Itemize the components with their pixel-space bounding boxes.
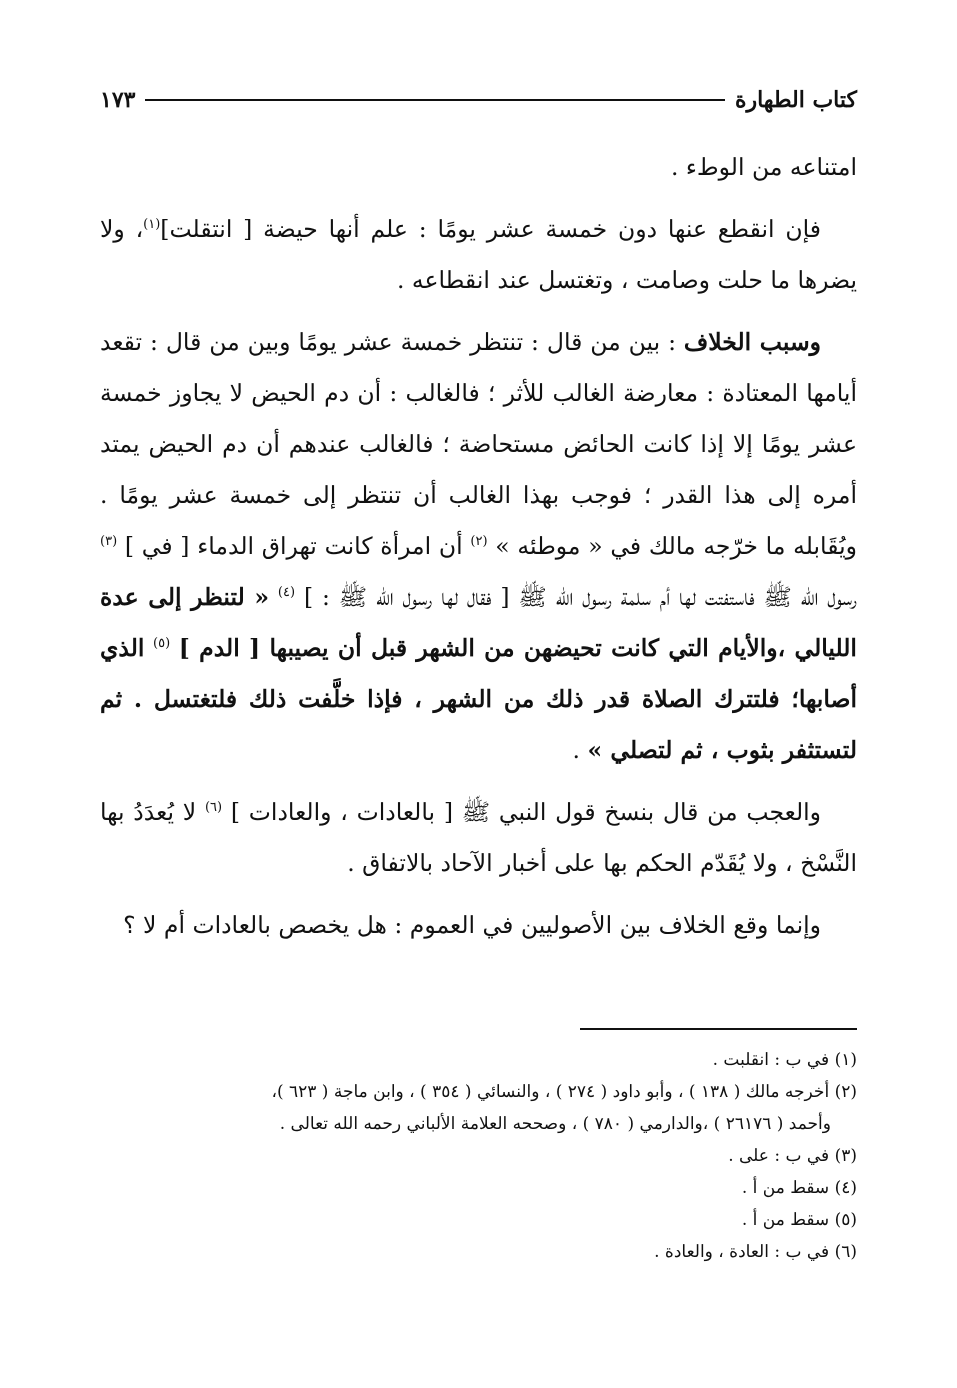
paragraph-3-text-a: : بين من قال : تنتظر خمسة عشر يومًا وبين من قال : تقعد أيامها المعتادة : معارضة الغالب للأثر ؛ فالغالب : أن دم الحيض لا يجاوز خمسة عشر يومًا إلا إذا كانت الحائض مستحاضة ؛ فالغالب عندهم أن دم الحيض يمتد أمره إلى هذا القدر ؛ فوجب بهذا الغالب أن تنتظر إلى خمسة عشر يومًا . ويُقَابله ما خرّجه مالك في « موطئه »: [100, 328, 857, 560]
page-number: ١٧٣: [100, 87, 136, 113]
paragraph-2-text-b: ، ولا يضرها ما حلت وصامت ، وتغتسل عند انقطاعه .: [100, 215, 857, 294]
paragraph-3-text-b: أن امرأة كانت تهراق الدماء [ في ]: [124, 532, 463, 560]
footnote-1: (١) في ب : انقلبت .: [712, 1050, 857, 1070]
paragraph-1-text: امتناعه من الوطء .: [670, 153, 857, 181]
footnote-ref-2[interactable]: (٢): [470, 534, 488, 550]
footnote-ref-4[interactable]: (٤): [277, 585, 296, 601]
footnote-ref-6[interactable]: (٦): [204, 800, 223, 816]
paragraph-3-end: .: [572, 736, 580, 764]
paragraph-4: [100, 787, 857, 889]
footnote-5: (٥) سقط من أ .: [741, 1210, 857, 1230]
paragraph-5-text: وإنما وقع الخلاف بين الأصوليين في العموم : هل يخصص بالعادات أم لا ؟: [123, 911, 821, 939]
footnote-3: (٣) في ب : على .: [728, 1146, 857, 1166]
footnote-ref-3[interactable]: (٣): [100, 534, 118, 550]
paragraph-4-text-a: والعجب من قال بنسخ قول النبي ﷺ [ بالعادات ، والعادات ]: [230, 798, 821, 826]
paragraph-4-text-b: لا يُعدَدُ بها النَّسْخ ، ولا يُقَدّم الحكم بها على أخبار الآحاد بالاتفاق .: [100, 798, 857, 877]
paragraph-5: [100, 900, 857, 951]
footnote-ref-1[interactable]: (١): [143, 217, 161, 233]
section-lead: وسبب الخلاف: [683, 328, 821, 356]
footnote-4: (٤) سقط من أ .: [741, 1178, 857, 1198]
footnote-6: (٦) في ب : العادة ، والعادة .: [654, 1242, 857, 1262]
paragraph-2-text-a: فإن انقطع عنها دون خمسة عشر يومًا : علم أنها حيضة [ انتقلت]: [160, 215, 821, 243]
paragraph-1: [100, 142, 857, 193]
footnotes: [100, 1044, 857, 1268]
running-header: [100, 80, 857, 120]
hadith-quote-b: الذي أصابها؛ فلتترك الصلاة قدر ذلك من الشهر ، فإذا خلَّفت ذلك فلتغتسل . ثم لتستثفر بثوب ، ثم لتصلي »: [100, 634, 857, 764]
paragraph-3: [100, 317, 857, 776]
paragraph-3-text-c: رسول الله ﷺ فاستفتت لها أم سلمة رسول الله ﷺ [ فقال لها رسول الله ﷺ : ]: [303, 583, 857, 611]
paragraph-2: [100, 204, 857, 306]
main-text: [100, 142, 857, 962]
chapter-title: كتاب الطهارة: [734, 87, 857, 113]
hadith-quote-a: « لتنظر إلى عدة الليالي ،والأيام التي كانت تحيضهن من الشهر قبل أن يصيبها [ الدم ]: [100, 583, 857, 662]
footnote-2-continued: وأحمد ( ٢٦١٧٦ ) ،والدارمي ( ٧٨٠ ) ، وصححه العلامة الألباني رحمه الله تعالى .: [279, 1114, 831, 1134]
footnote-ref-5[interactable]: (٥): [153, 636, 171, 652]
footnote-2: (٢) أخرجه مالك ( ١٣٨ ) ، وأبو داود ( ٢٧٤ ) ، والنسائي ( ٣٥٤ ) ، وابن ماجة ( ٦٢٣ )،: [271, 1082, 857, 1102]
header-rule: [145, 99, 725, 101]
footnote-separator: [580, 1028, 857, 1030]
